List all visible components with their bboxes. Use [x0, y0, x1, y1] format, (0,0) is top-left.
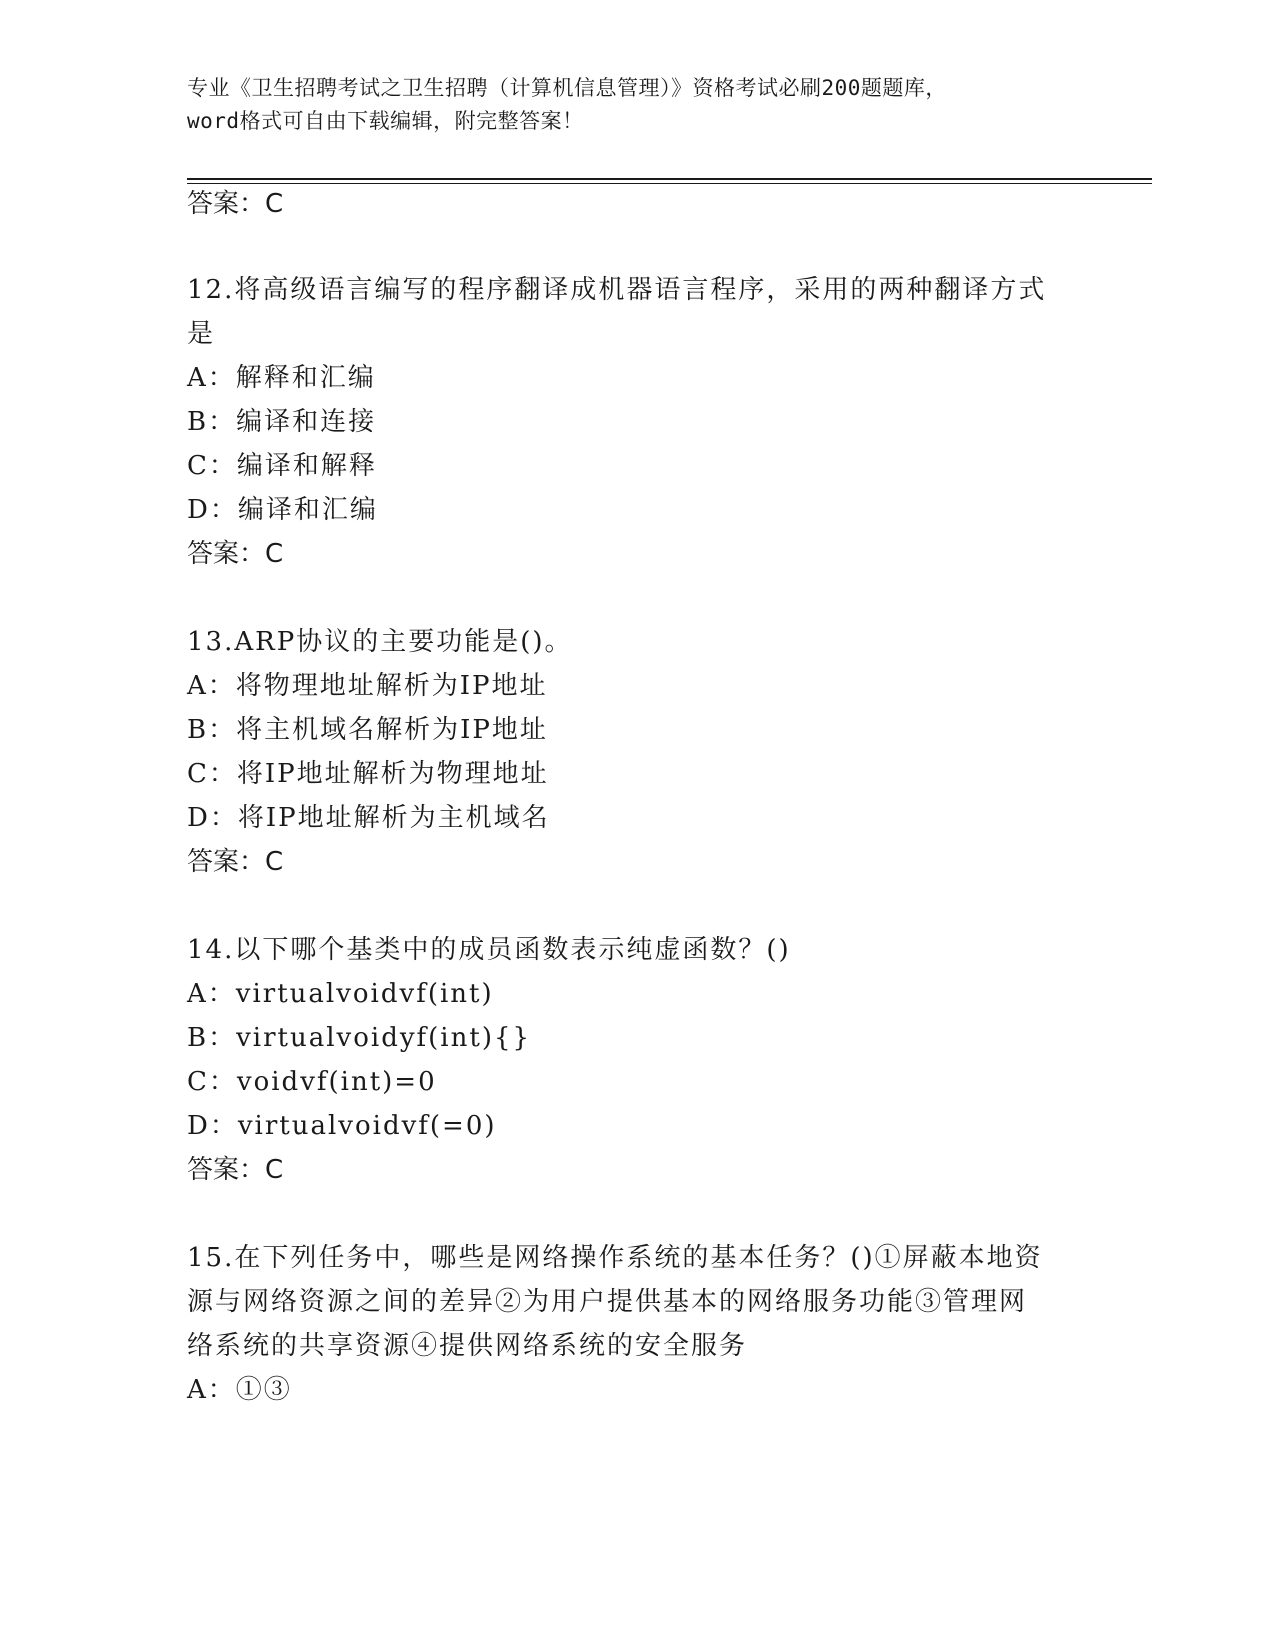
question-13-option-b: B：将主机域名解析为IP地址 [187, 715, 548, 745]
question-12-option-b: B：编译和连接 [187, 407, 377, 437]
question-12-option-c: C：编译和解释 [187, 451, 377, 481]
header-line-1: 专业《卫生招聘考试之卫生招聘（计算机信息管理）》资格考试必刷200题题库， [187, 76, 947, 100]
header-divider-thin [187, 183, 1152, 184]
question-15-stem-line-3: 络系统的共享资源④提供网络系统的安全服务 [187, 1331, 748, 1361]
question-13-option-c: C：将IP地址解析为物理地址 [187, 759, 549, 789]
question-12-stem-line-1: 12.将高级语言编写的程序翻译成机器语言程序，采用的两种翻译方式 [187, 275, 1047, 305]
question-12-option-d: D：编译和汇编 [187, 495, 378, 525]
question-14-answer: 答案：C [187, 1155, 284, 1185]
question-13-answer: 答案：C [187, 847, 284, 877]
question-15-stem-line-2: 源与网络资源之间的差异②为用户提供基本的网络服务功能③管理网 [187, 1287, 1028, 1317]
question-15-option-a: A：①③ [187, 1375, 292, 1405]
question-12-option-a: A：解释和汇编 [187, 363, 376, 393]
question-14-option-a: A：virtualvoidvf(int) [187, 979, 494, 1009]
document-header [187, 72, 1087, 138]
answer-previous: 答案：C [187, 189, 284, 219]
question-14-option-b: B：virtualvoidyf(int){} [187, 1023, 532, 1053]
question-12-stem-line-2: 是 [187, 319, 216, 349]
question-13-stem-line-1: 13.ARP协议的主要功能是()。 [187, 627, 573, 657]
header-divider-thick [187, 178, 1152, 180]
header-line-2: word格式可自由下载编辑，附完整答案！ [187, 109, 584, 133]
question-13-option-a: A：将物理地址解析为IP地址 [187, 671, 548, 701]
question-12-answer: 答案：C [187, 539, 284, 569]
question-15-stem-line-1: 15.在下列任务中，哪些是网络操作系统的基本任务？()①屏蔽本地资 [187, 1243, 1043, 1273]
question-14-option-c: C：voidvf(int)=0 [187, 1067, 437, 1097]
question-14-stem-line-1: 14.以下哪个基类中的成员函数表示纯虚函数？() [187, 935, 791, 965]
question-14-option-d: D：virtualvoidvf(=0) [187, 1111, 497, 1141]
question-13-option-d: D：将IP地址解析为主机域名 [187, 803, 550, 833]
